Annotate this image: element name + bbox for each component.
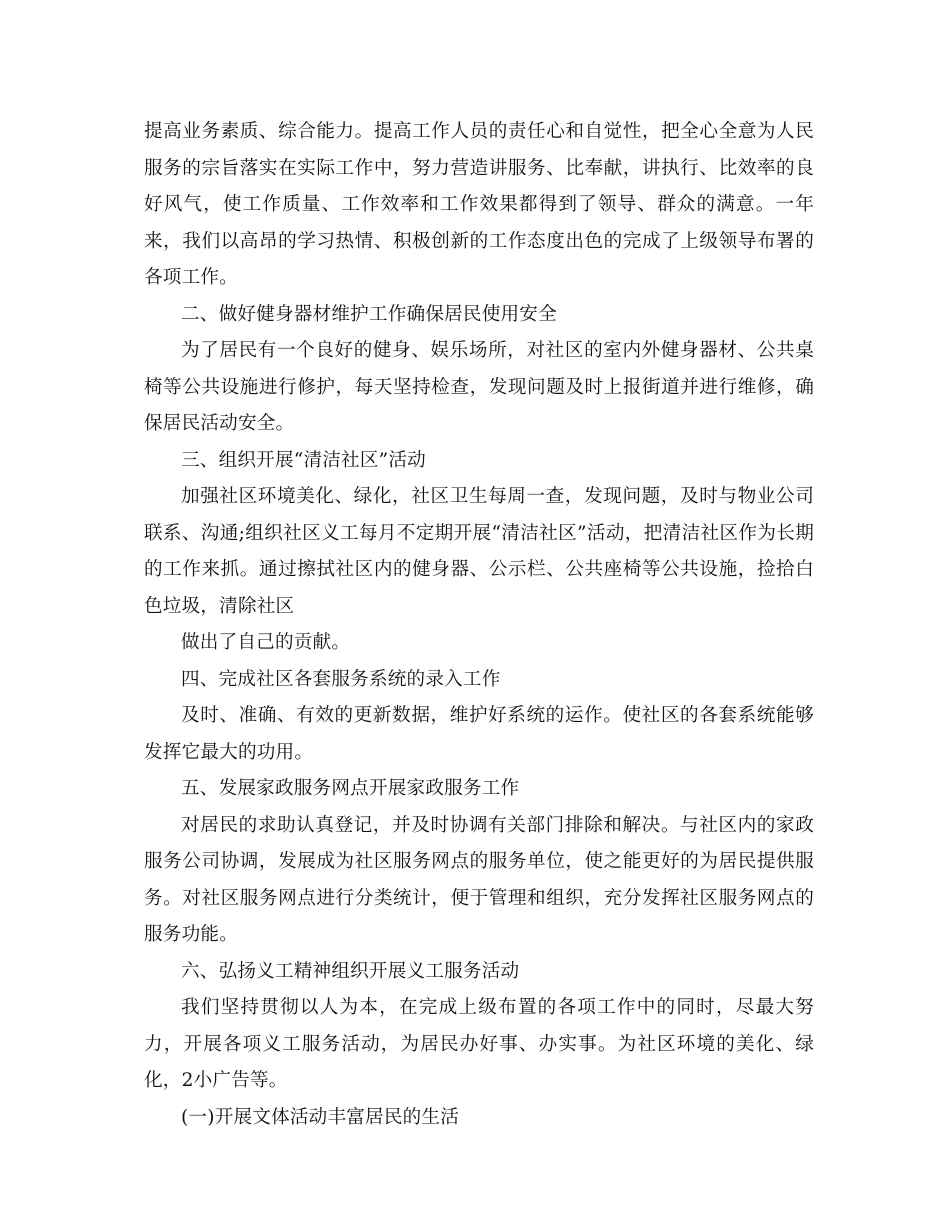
paragraph-section-2: 为了居民有一个良好的健身、娱乐场所，对社区的室内外健身器材、公共桌椅等公共设施进行修护，每天坚持检查，发现问题及时上报街道并进行维修，确保居民活动安全。 <box>144 340 814 434</box>
paragraph-section-5: 对居民的求助认真登记，并及时协调有关部门排除和解决。与社区内的家政服务公司协调，发展成为社区服务网点的服务单位，使之能更好的为居民提供服务。对社区服务网点进行分类统计，便于管理和组织，充分发挥社区服务网点的服务功能。 <box>144 814 814 945</box>
paragraph-intro: 提高业务素质、综合能力。提高工作人员的责任心和自觉性，把全心全意为人民服务的宗旨落实在实际工作中，努力营造讲服务、比奉献，讲执行、比效率的良好风气，使工作质量、工作效率和工作效果都得到了领导、群众的满意。一年来，我们以高昂的学习热情、积极创新的工作态度出色的完成了上级领导布署的各项工作。 <box>144 121 814 288</box>
document-body <box>144 114 814 1136</box>
subheading-6-1: (一)开展文体活动丰富居民的生活 <box>181 1106 460 1128</box>
heading-section-2: 二、做好健身器材维护工作确保居民使用安全 <box>181 303 557 325</box>
heading-section-4: 四、完成社区各套服务系统的录入工作 <box>181 668 501 690</box>
paragraph-section-6: 我们坚持贯彻以人为本，在完成上级布置的各项工作中的同时，尽最大努力，开展各项义工服务活动，为居民办好事、办实事。为社区环境的美化、绿化，2小广告等。 <box>144 997 814 1091</box>
paragraph-section-3-continued: 做出了自己的贡献。 <box>181 632 351 653</box>
paragraph-section-3: 加强社区环境美化、绿化，社区卫生每周一查，发现问题，及时与物业公司联系、沟通;组织社区义工每月不定期开展“清洁社区”活动，把清洁社区作为长期的工作来抓。通过擦拭社区内的健身器、公示栏、公共座椅等公共设施，捡拾白色垃圾，清除社区 <box>144 486 814 617</box>
heading-section-6: 六、弘扬义工精神组织开展义工服务活动 <box>181 960 520 982</box>
heading-section-3: 三、组织开展“清洁社区”活动 <box>181 449 426 471</box>
paragraph-section-4: 及时、准确、有效的更新数据，维护好系统的运作。使社区的各套系统能够发挥它最大的功用。 <box>144 705 814 763</box>
heading-section-5: 五、发展家政服务网点开展家政服务工作 <box>181 778 520 799</box>
